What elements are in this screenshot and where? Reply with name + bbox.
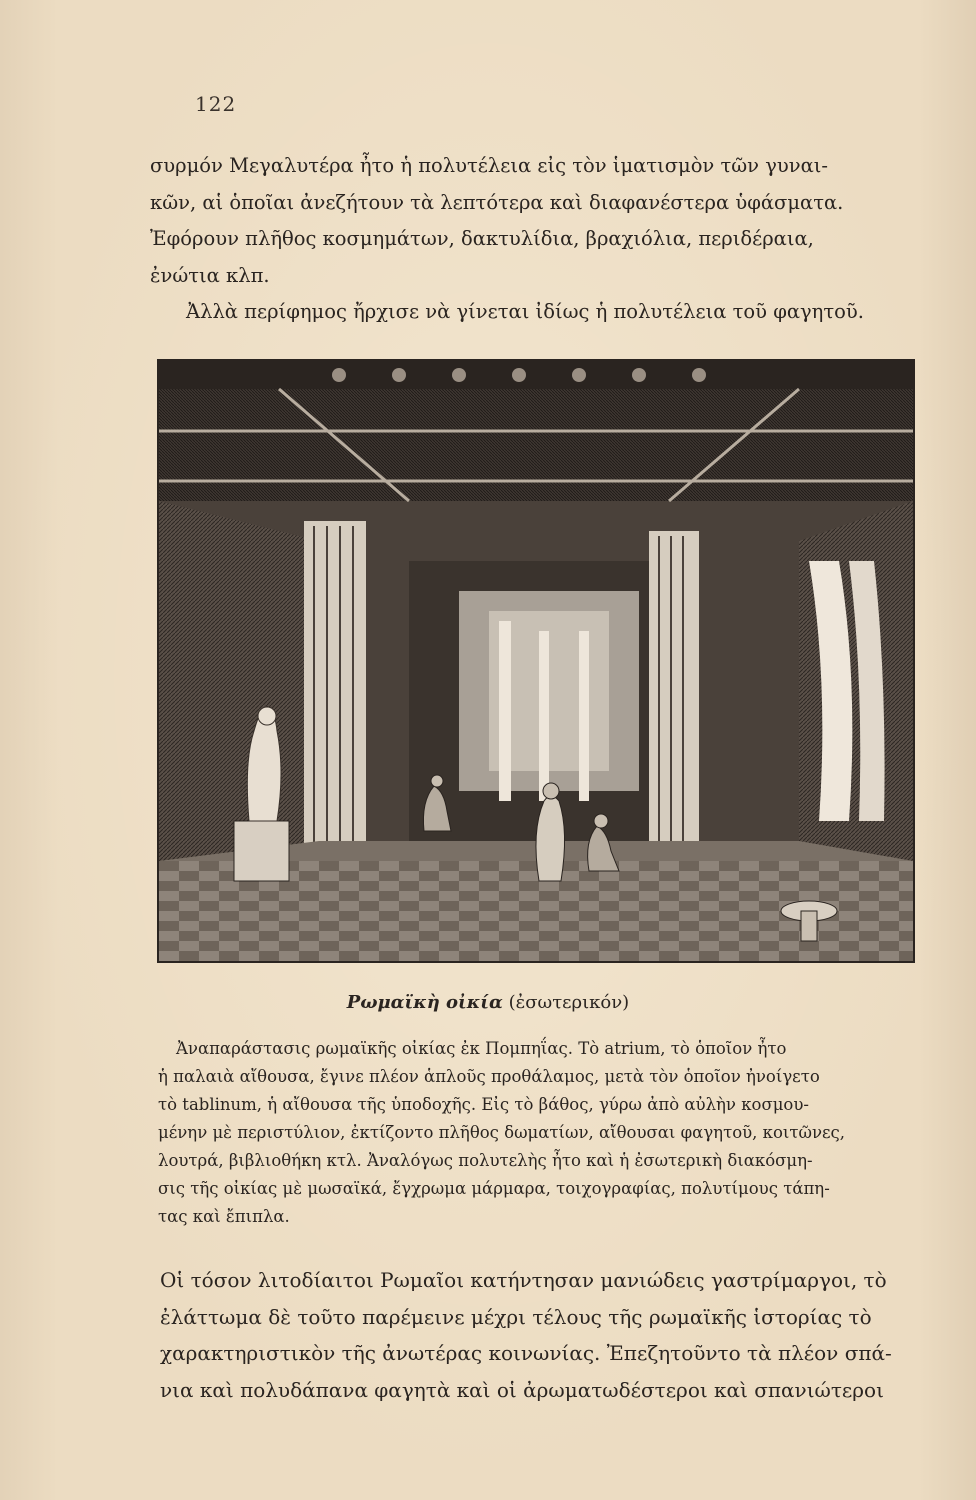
text-line: κῶν, αἱ ὁποῖαι ἀνεζήτουν τὰ λεπτότερα καὶ διαφανέστερα ὑφάσματα. xyxy=(150,190,844,214)
caption-line: μένην μὲ περιστύλιον, ἐκτίζοντο πλῆθος δωματίων, αἴθουσαι φαγητοῦ, κοιτῶνες, xyxy=(158,1123,846,1142)
text-line: Οἱ τόσον λιτοδίαιτοι Ρωμαῖοι κατήντησαν μανιώδεις γαστρίμαργοι, τὸ xyxy=(160,1268,887,1292)
page-number: 122 xyxy=(195,92,237,116)
text-line: Ἀλλὰ περίφημος ἤρχισε νὰ γίνεται ἰδίως ἡ πολυτέλεια τοῦ φαγητοῦ. xyxy=(186,300,864,323)
caption-line: τας καὶ ἔπιπλα. xyxy=(158,1207,290,1226)
engraving-image xyxy=(159,361,913,961)
text-line: ἐλάττωμα δὲ τοῦτο παρέμεινε μέχρι τέλους τῆς ρωμαϊκῆς ἱστορίας τὸ xyxy=(160,1304,872,1329)
caption-line: λουτρά, βιβλιοθήκη κτλ. Ἀναλόγως πολυτελὴς ἦτο καὶ ἡ ἐσωτερικὴ διακόσμη- xyxy=(158,1151,813,1170)
roman-house-illustration xyxy=(157,359,915,963)
figure-caption-title xyxy=(0,992,976,1013)
intro-paragraph xyxy=(150,148,936,331)
caption-line: ἡ παλαιὰ αἴθουσα, ἔγινε πλέον ἁπλοῦς προθάλαμος, μετὰ τὸν ὁποῖον ἠνοίγετο xyxy=(158,1067,820,1086)
caption-line: τὸ tablinum, ἡ αἴθουσα τῆς ὑποδοχῆς. Εἰς τὸ βάθος, γύρω ἀπὸ αὐλὴν κοσμου- xyxy=(158,1095,809,1114)
text-line: συρμόν Μεγαλυτέρα ἦτο ἡ πολυτέλεια εἰς τὸν ἱματισμὸν τῶν γυναι- xyxy=(150,154,828,177)
caption-title-text: Ρωμαϊκὴ οἰκία xyxy=(346,992,503,1013)
caption-line: σις τῆς οἰκίας μὲ μωσαϊκά, ἔγχρωμα μάρμαρα, τοιχογραφίας, πολυτίμους τάπη- xyxy=(158,1179,830,1198)
text-line: Ἐφόρουν πλῆθος κοσμημάτων, δακτυλίδια, βραχιόλια, περιδέραια, xyxy=(150,227,814,250)
text-line: ἐνώτια κλπ. xyxy=(150,263,270,287)
figure-caption-body xyxy=(158,1035,948,1231)
closing-paragraph xyxy=(160,1262,936,1408)
caption-subtitle: (ἐσωτερικόν) xyxy=(508,992,630,1013)
text-line: χαρακτηριστικὸν τῆς ἀνωτέρας κοινωνίας. Ἐπεζητοῦντο τὰ πλέον σπά- xyxy=(160,1341,892,1365)
caption-line: Ἀναπαράστασις ρωμαϊκῆς οἰκίας ἐκ Πομπηΐας. Τὸ atrium, τὸ ὁποῖον ἦτο xyxy=(176,1039,787,1058)
text-line: νια καὶ πολυδάπανα φαγητὰ καὶ οἱ ἀρωματωδέστεροι καὶ σπανιώτεροι xyxy=(160,1377,884,1402)
